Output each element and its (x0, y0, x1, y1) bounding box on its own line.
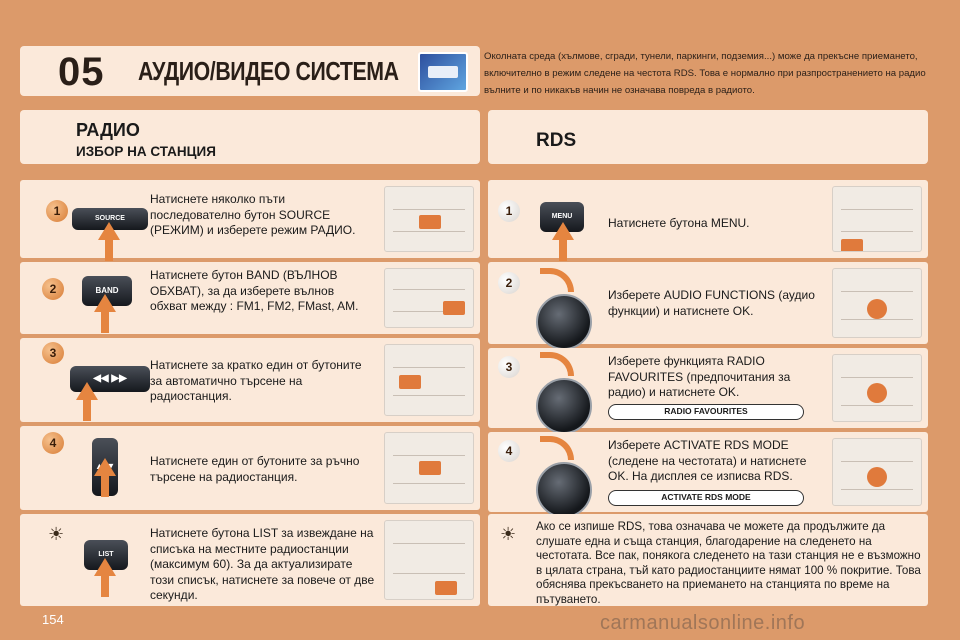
page-number: 154 (42, 612, 64, 627)
left-step-1-screen (384, 186, 474, 252)
right-step-1-number: 1 (498, 200, 520, 222)
left-step-1-text: Натиснете няколко пъти последователно бутон SOURCE (РЕЖИМ) и изберете режим РАДИО. (150, 192, 356, 237)
left-tip-screen (384, 520, 474, 600)
ok-knob-icon (536, 294, 592, 350)
radio-section-header (20, 110, 480, 164)
seek-buttons-icon: ◀◀ ▶▶ (70, 366, 150, 392)
ok-knob-icon (536, 378, 592, 434)
press-arrow-icon (98, 222, 120, 240)
right-tip-text: Ако се изпише RDS, това означава че можете да продължите да слушате една и съща станция, благодарение на следенето на честотата. Все пак, понякога следенето на тази станция не е възможно в цялата страна, тъй като радиостанциите нямат 100 % покритие. Това обяснява прекъсването на приемането на станцията по време на пътуването. (536, 520, 921, 606)
radio-favourites-screen-label: RADIO FAVOURITES (608, 404, 804, 420)
left-tip-text: Натиснете бутона LIST за извеждане на списъка на местните радиостанции (максимум 60). За да актуализирате този списък, натиснете за повече от две секунди. (150, 526, 375, 602)
radio-section-subtitle: ИЗБОР НА СТАНЦИЯ (76, 144, 216, 159)
right-step-3-text: Изберете функцията RADIO FAVOURITES (предпочитания за радио) и натиснете OK. (608, 354, 791, 399)
left-step-3-text: Натиснете за кратко един от бутоните за автоматично търсене на радиостанция. (150, 358, 362, 403)
radio-unit-icon (418, 52, 468, 92)
radio-section-title: РАДИО (76, 120, 140, 140)
left-step-2-number: 2 (42, 278, 64, 300)
chapter-title: АУДИО/ВИДЕО СИСТЕМА (138, 56, 399, 86)
press-arrow-icon (94, 558, 116, 576)
right-tip (488, 514, 928, 606)
left-step-2-screen (384, 268, 474, 328)
left-step-1-number: 1 (46, 200, 68, 222)
left-step-3-screen (384, 344, 474, 416)
press-arrow-icon (552, 222, 574, 240)
right-step-1-screen (832, 186, 922, 252)
reception-note: Околната среда (хълмове, сгради, тунели, паркинги, подземия...) може да прекъсне приемането, включително в режим следене на честота RDS. Това е нормално при разпространението на радио вълните и по никакъв начин не означава повреда в радиото. (484, 51, 926, 96)
press-arrow-icon (76, 382, 98, 400)
right-step-3-screen (832, 354, 922, 422)
rds-section-title: RDS (536, 130, 577, 151)
right-step-3-number: 3 (498, 356, 520, 378)
right-step-4-text: Изберете ACTIVATE RDS MODE (следене на честотата) и натиснете OK. На дисплея се изписва RDS. (608, 438, 807, 483)
tip-sun-icon: ☀ (500, 524, 517, 544)
ok-knob-icon (536, 462, 592, 518)
list-button-icon: LIST (84, 540, 128, 570)
manual-tune-buttons-icon: ▲ ▼ (92, 438, 118, 496)
activate-rds-screen-label: ACTIVATE RDS MODE (608, 490, 804, 506)
right-step-4-screen (832, 438, 922, 506)
rds-section-header (488, 110, 928, 164)
left-step-4 (20, 426, 480, 510)
menu-button-icon: MENU (540, 202, 584, 232)
tip-sun-icon: ☀ (48, 524, 65, 544)
left-step-4-number: 4 (42, 432, 64, 454)
band-button-icon: BAND (82, 276, 132, 306)
watermark: carmanualsonline.info (600, 612, 806, 634)
right-step-4-number: 4 (498, 440, 520, 462)
left-step-3-number: 3 (42, 342, 64, 364)
right-step-1-text: Натиснете бутона MENU. (608, 216, 750, 230)
left-step-4-text: Натиснете един от бутоните за ръчно търсене на радиостанция. (150, 454, 360, 484)
press-arrow-icon (94, 458, 116, 476)
right-step-2-text: Изберете AUDIO FUNCTIONS (аудио функции) и натиснете OK. (608, 288, 815, 318)
press-arrow-icon (94, 294, 116, 312)
source-button-icon: SOURCE (72, 208, 148, 230)
left-step-2-text: Натиснете бутон BAND (ВЪЛНОВ ОБХВАТ), за да изберете вълнов обхват между : FM1, FM2, FMast, AM. (150, 268, 359, 313)
right-step-2-number: 2 (498, 272, 520, 294)
left-step-4-screen (384, 432, 474, 504)
chapter-number: 05 (58, 50, 105, 94)
right-step-2-screen (832, 268, 922, 338)
